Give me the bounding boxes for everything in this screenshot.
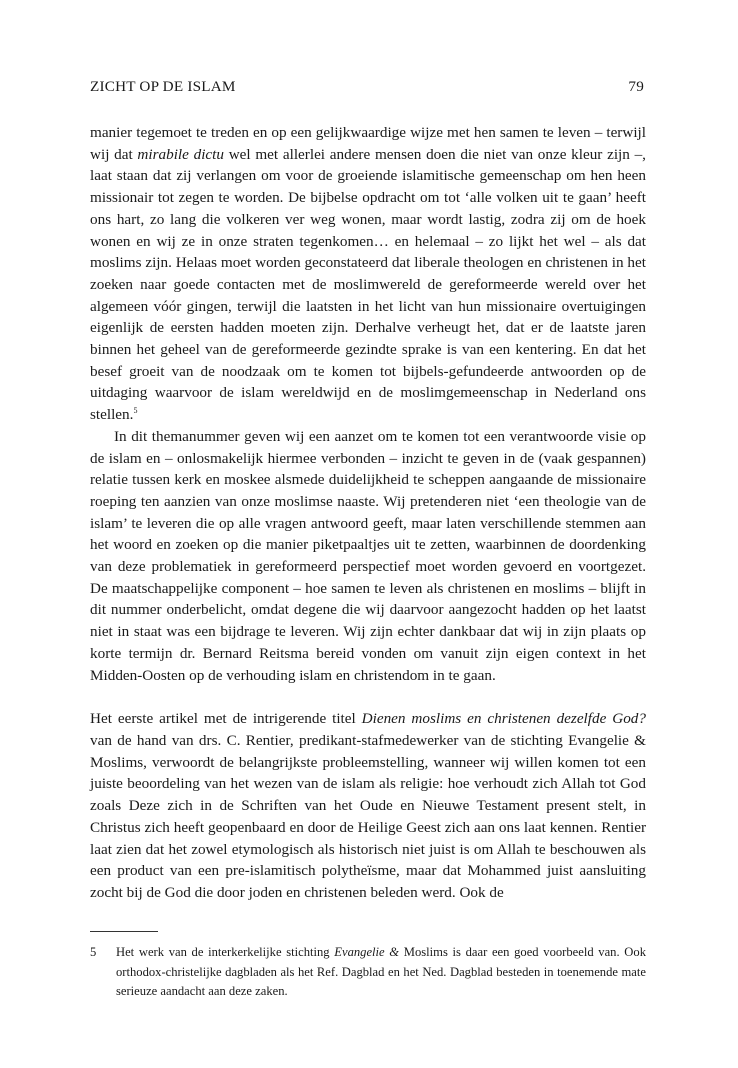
footnote-text-b: Moslims is daar een goed voorbeeld van. Ook orthodox-christelijke dagbladen als het Ref. Dagblad en het Ned. Dagblad besteden in toenemende mate serieuze aandacht aan deze zaken.: [116, 945, 646, 998]
running-header: [90, 78, 644, 96]
paragraph-1: [90, 122, 646, 426]
footnote-text: [116, 943, 646, 1002]
footnote: [90, 943, 646, 1002]
paragraph-3-italic: Dienen moslims en christenen dezelfde God?: [361, 710, 646, 728]
running-title: ZICHT OP DE ISLAM: [90, 78, 236, 95]
page-number: 79: [628, 78, 644, 95]
paragraph-1-italic: mirabile dictu: [137, 145, 224, 163]
paragraph-2: In dit themanummer geven wij een aanzet om te komen tot een verantwoorde visie op de islam en – onlosmakelijk hiermee verbonden – inzicht te geven in de (vaak gespannen) relatie tussen kerk en moskee alsmede duidelijkheid te scheppen aangaande de missionaire roeping ten aanzien van onze moslimse naaste. Wij pretenderen niet ‘een theologie van de islam’ te leveren die op alle vragen antwoord geeft, maar laten verschillende stemmen aan het woord en zoeken op die manier piketpaaltjes uit te zetten, waarbinnen de doordenking van deze problematiek in gereformeerd perspectief moet worden gevoerd en voortgezet. De maatschappelijke component – hoe samen te leven als christenen en moslims – blijft in dit nummer onderbelicht, omdat degene die wij daarvoor aangezocht hadden op het laatst niet in staat was een bijdrage te leveren. Wij zijn echter dankbaar dat wij in zijn plaats op korte termijn dr. Bernard Reitsma bereid vonden om vanuit zijn eigen context in het Midden-Oosten op de verhouding islam en christendom in te gaan.: [90, 427, 646, 684]
footnote-text-a: Het werk van de interkerkelijke stichting: [116, 945, 335, 959]
body-text: [90, 122, 646, 904]
paragraph-1-text-a: manier tegemoet te treden en op een gelijkwaardige wijze met hen samen te leven – terwijl wij dat: [90, 124, 646, 163]
footnote-reference[interactable]: 5: [133, 406, 138, 416]
paragraph-1-text-b: wel met allerlei andere mensen doen die niet van onze kleur zijn –, laat staan dat zij verlangen om voor de groeiende islamitische gemeenschap om hen heen missionair tot zegen te worden. De bijbelse opdracht om tot ‘alle volken uit te gaan’ heeft ons hart, zo lang die volkeren ver weg wonen, maar wordt lastig, zodra zij om de hoek wonen en wij ze in onze straten tegenkomen… en helemaal – zo lijkt het wel – als dat moslims zijn. Helaas moet worden geconstateerd dat liberale theologen en christenen in het zoeken naar goede contacten met de moslimwereld de gereformeerde wereld over het algemeen vóór gingen, terwijl die laatsten in het licht van hun missionaire overtuigingen eigenlijk de eersten hadden moeten zijn. Derhalve verheugt het, dat er de laatste jaren binnen het geheel van de gereformeerde gezindte sprake is van een kentering. En dat het besef groeit van de noodzaak om te komen tot bijbels-gefundeerde antwoorden op de uitdaging waarvoor de islam wereldwijd en de moslimgemeenschap in Nederland ons stellen.: [90, 145, 646, 424]
footnote-separator: [90, 931, 158, 932]
paragraph-3-text-a: Het eerste artikel met de intrigerende titel: [90, 710, 362, 728]
footnote-number: 5: [90, 945, 97, 959]
paragraph-3-text-b: van de hand van drs. C. Rentier, predikant-stafmedewerker van de stichting Evangelie & Moslims, verwoordt de belangrijkste probleemstelling, wanneer wij willen komen tot een juiste beoordeling van het wezen van de islam als religie: hoe verhoudt zich Allah tot God zoals Deze zich in de Schriften van het Oude en Nieuwe Testament present stelt, in Christus zich heeft geopenbaard en door de Heilige Geest zich aan ons laat kennen. Rentier laat zien dat het zowel etymologisch als historisch niet juist is om Allah te beschouwen als een product van een pre-islamitisch polytheïsme, maar dat Mohammed juist aansluiting zocht bij de God die door joden en christenen beleden werd. Ook de: [90, 731, 646, 901]
paragraph-3: [90, 708, 646, 903]
footnote-italic: Evangelie &: [334, 945, 400, 959]
